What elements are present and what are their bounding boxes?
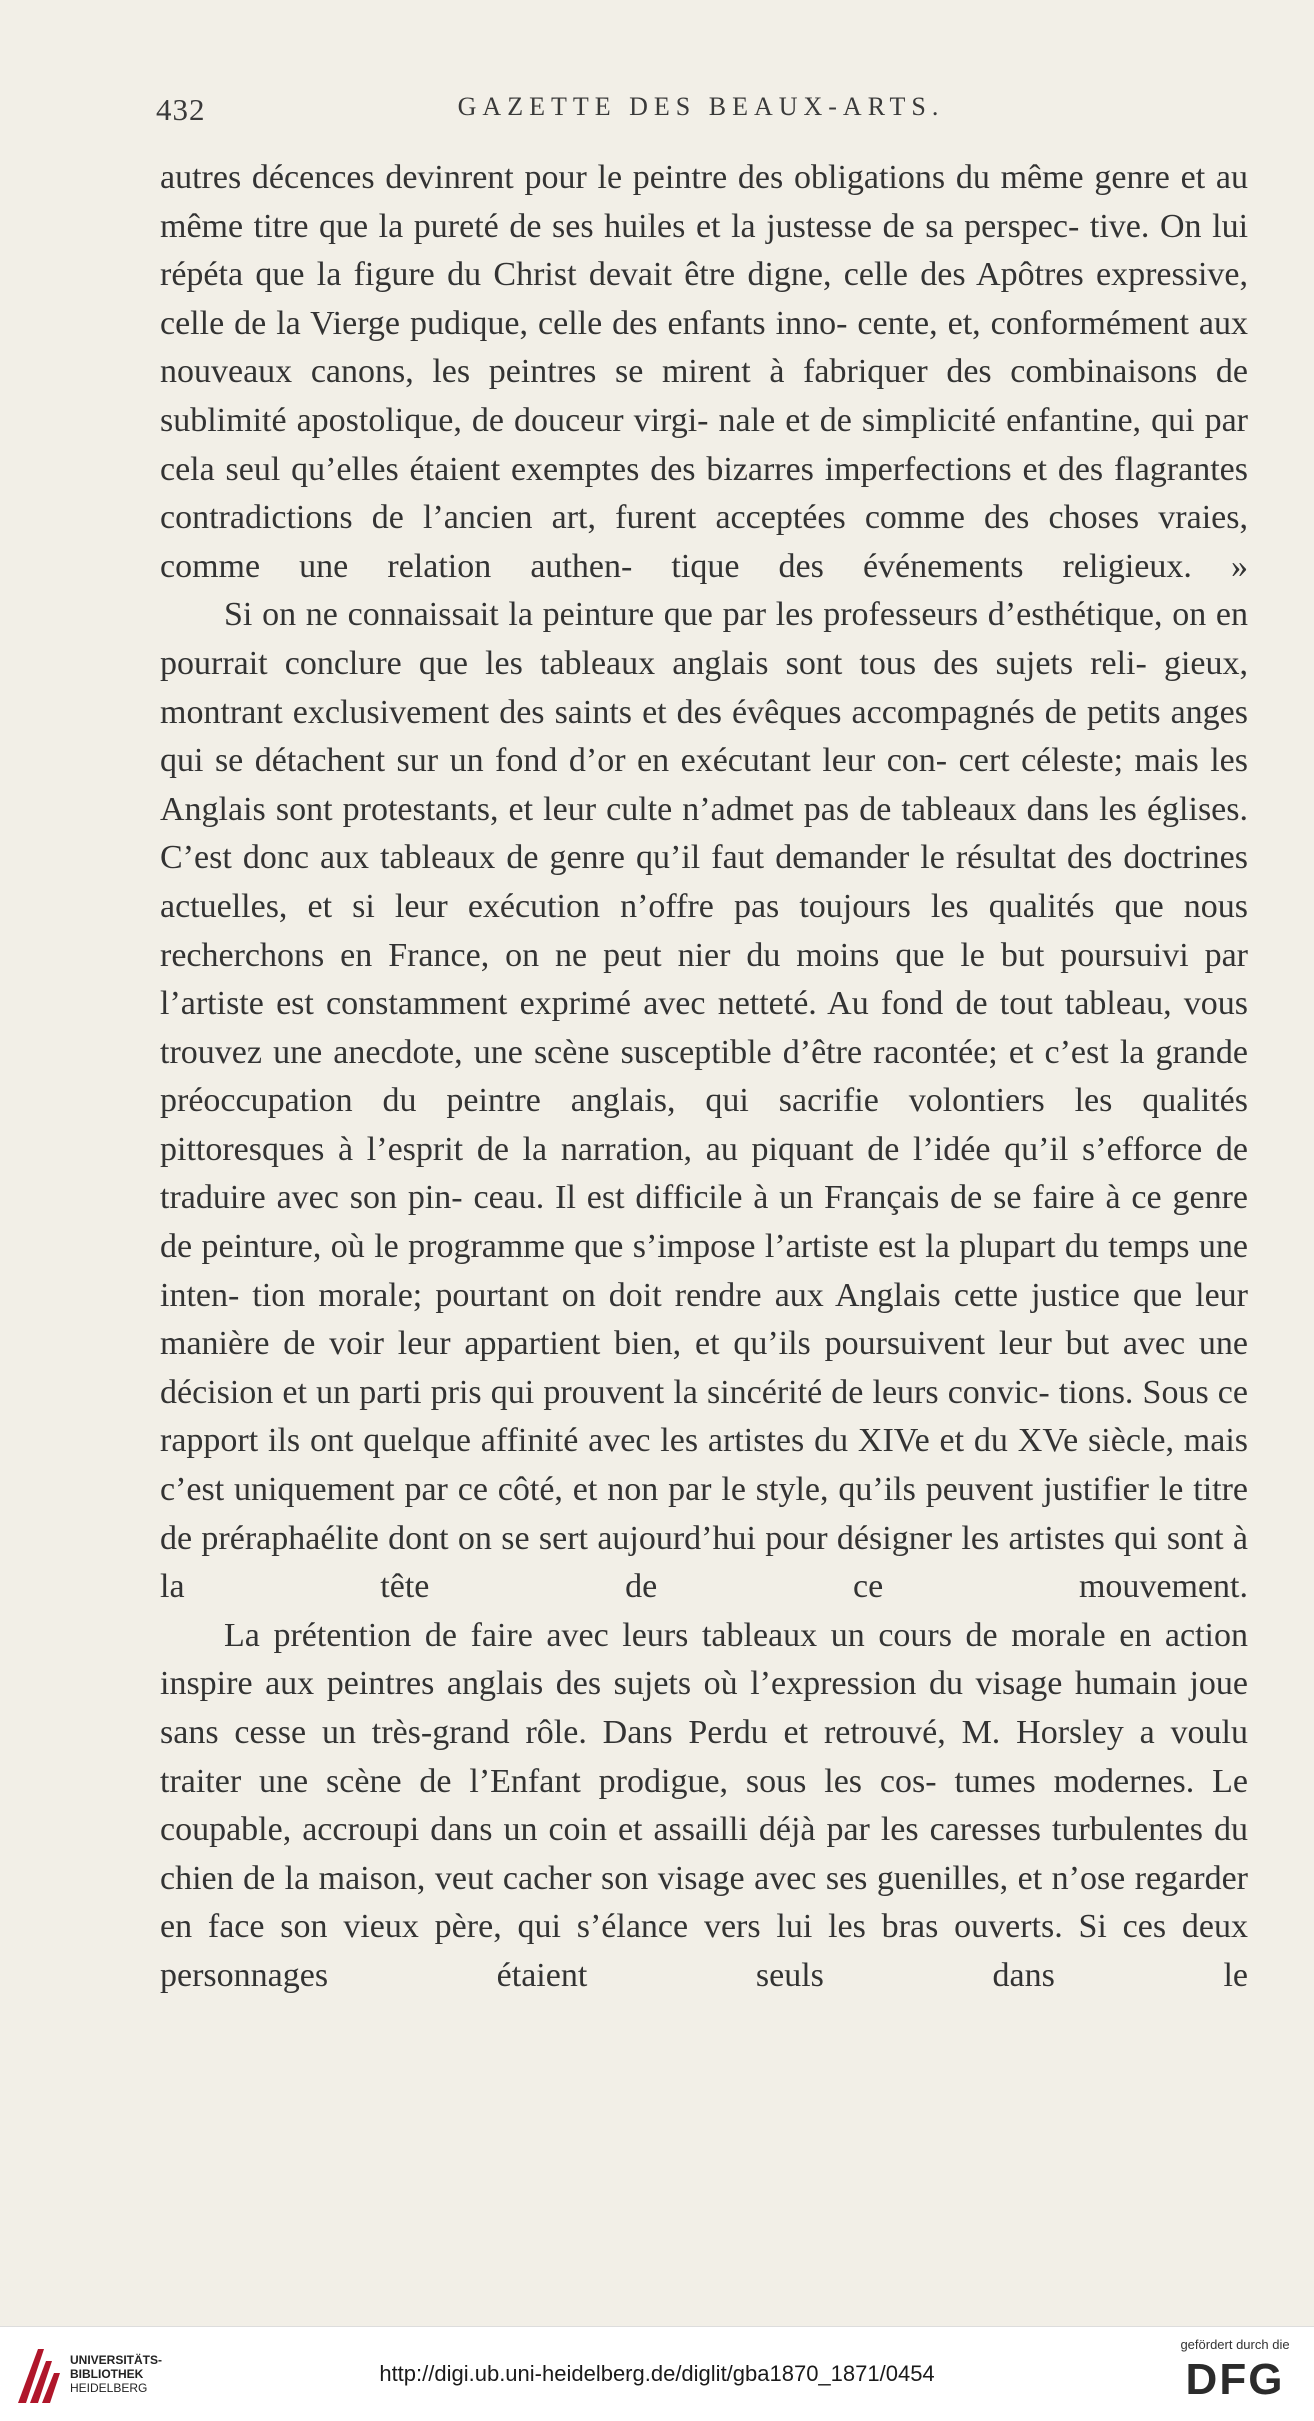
text-line: manière de voir leur appartient bien, et qu’ils poursuivent leur but avec: [160, 1325, 1186, 1363]
source-url-link[interactable]: http://digi.ub.uni-heidelberg.de/diglit/gba1870_1871/0454: [379, 2361, 935, 2386]
text-line: tive. On lui répéta que la figure du Christ devait être digne, celle des: [160, 207, 1249, 294]
text-line: de petits anges qui se détachent sur un fond d’or en exécutant leur con-: [160, 693, 1248, 780]
text-line: tions. Sous ce rapport ils ont quelque affinité avec les artistes du XIVe et: [160, 1373, 1248, 1460]
page-number: 432: [156, 92, 206, 127]
text-line: nier du moins que le but poursuivi par l’artiste est constamment exprimé: [160, 936, 1248, 1023]
paragraph-3: [160, 1612, 1248, 2001]
text-line: scène susceptible d’être racontée; et c’est la grande préoccupation du: [160, 1033, 1248, 1120]
text-line: de tableaux dans les églises. C’est donc aux tableaux de genre qu’il faut: [160, 790, 1249, 877]
text-line: ceau. Il est difficile à un Français de se faire à ce genre de peinture, où: [160, 1179, 1248, 1266]
text-line: tique des événements religieux. »: [671, 547, 1249, 585]
library-name-line: HEIDELBERG: [70, 2381, 148, 2395]
paragraph-2: [160, 591, 1248, 1611]
text-line: autres décences devinrent pour le peintre des obligations du même genre: [160, 159, 1170, 196]
text-line: cente, et, conformément aux nouveaux canons, les peintres se mirent à: [160, 304, 1248, 391]
text-line: La prétention de faire avec leurs tableaux un cours de morale en: [224, 1616, 1152, 1654]
text-line: avec netteté. Au fond de tout tableau, vous trouvez une anecdote, une: [160, 985, 1249, 1071]
text-line: nale et de simplicité enfantine, qui par cela seul qu’elles étaient exemptes: [160, 401, 1248, 488]
paragraph-1: [160, 154, 1248, 591]
sponsor-label: gefördert durch die: [1180, 2337, 1290, 2352]
article-text: [160, 154, 1248, 2001]
text-line: avec ses guenilles, et n’ose regarder en face son vieux père, qui s’élance: [160, 1859, 1248, 1946]
text-line: humain joue sans cesse un très-grand rôle. Dans Perdu et retrouvé,: [160, 1665, 1248, 1751]
dfg-logo[interactable]: DFG: [1185, 2355, 1285, 2404]
text-line: pas toujours les qualités que nous recherchons en France, on ne peut: [160, 887, 1248, 974]
text-line: action inspire aux peintres anglais des sujets où l’expression du visage: [160, 1616, 1248, 1703]
text-line: du XVe siècle, mais c’est uniquement par ce côté, et non par le style, qu’ils: [160, 1422, 1249, 1509]
text-line: fabriquer des combinaisons de sublimité apostolique, de douceur virgi-: [160, 353, 1249, 439]
text-line: désigner les artistes qui sont à la tête de ce mouvement.: [160, 1519, 1248, 1606]
text-line: on en pourrait conclure que les tableaux anglais sont tous des sujets reli-: [160, 596, 1249, 682]
digitization-footer: [0, 2326, 1314, 2421]
text-line: Si on ne connaissait la peinture que par les professeurs d’esthétique,: [224, 596, 1163, 634]
text-line: vers lui les bras ouverts. Si ces deux personnages étaient seuls dans le: [160, 1908, 1248, 1994]
sponsor-block: [1170, 2337, 1300, 2417]
text-line: peuvent justifier le titre de préraphaélite dont on se sert aujourd’hui pour: [160, 1471, 1248, 1557]
text-line: demander le résultat des doctrines actuelles, et si leur exécution n’offre: [160, 839, 1249, 925]
text-line: une décision et un parti pris qui prouvent la sincérité de leurs convic-: [160, 1325, 1249, 1411]
text-line: gieux, montrant exclusivement des saints et des évêques accompagnés: [160, 644, 1248, 731]
text-line: tion morale; pourtant on doit rendre aux Anglais cette justice que leur: [252, 1276, 1248, 1314]
text-line: furent acceptées comme des choses vraies, comme une relation authen-: [160, 499, 1248, 585]
text-line: M. Horsley a voulu traiter une scène de l’Enfant prodigue, sous les cos-: [160, 1714, 1248, 1800]
text-line: de la narration, au piquant de l’idée qu’il s’efforce de traduire avec son pin-: [160, 1130, 1248, 1217]
text-line: le programme que s’impose l’artiste est la plupart du temps une inten-: [160, 1228, 1249, 1314]
text-line: les caresses turbulentes du chien de la maison, veut cacher son visage: [160, 1811, 1248, 1897]
text-line: Apôtres expressive, celle de la Vierge pudique, celle des enfants inno-: [160, 256, 1249, 342]
text-line: tumes modernes. Le coupable, accroupi dans un coin et assailli déjà par: [160, 1762, 1248, 1849]
text-line: peintre anglais, qui sacrifie volontiers les qualités pittoresques à l’esprit: [160, 1082, 1248, 1168]
text-line: cert céleste; mais les Anglais sont protestants, et leur culte n’admet pas: [160, 742, 1248, 828]
library-name-line: UNIVERSITÄTS-: [70, 2353, 163, 2367]
text-line: des bizarres imperfections et des flagrantes contradictions de l’ancien art,: [160, 450, 1248, 537]
running-head: [156, 92, 1246, 132]
library-name-line: BIBLIOTHEK: [70, 2367, 144, 2381]
text-line: et au même titre que la pureté de ses huiles et la justesse de sa perspec-: [160, 159, 1249, 245]
journal-title: GAZETTE DES BEAUX-ARTS.: [457, 92, 945, 121]
